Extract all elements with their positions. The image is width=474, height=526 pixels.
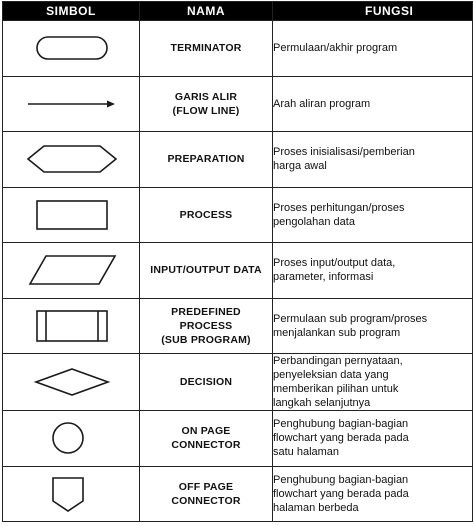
symbol-cell xyxy=(3,298,140,354)
function-text: Proses input/output data, xyxy=(273,257,396,270)
function-text: Proses inisialisasi/pemberian xyxy=(273,146,415,159)
name-cell xyxy=(140,298,273,354)
symbol-cell xyxy=(3,76,140,132)
function-text: Permulaan sub program/proses xyxy=(273,312,428,325)
function-text: pengolahan data xyxy=(273,215,355,228)
flow-line-arrow-icon xyxy=(3,77,140,131)
name-text: PROCESS xyxy=(179,319,233,332)
name-cell xyxy=(140,466,273,522)
off-page-connector-pentagon-icon xyxy=(3,467,140,521)
function-cell xyxy=(273,466,473,522)
function-text: parameter, informasi xyxy=(273,271,374,284)
symbol-cell xyxy=(3,132,140,188)
name-text: CONNECTOR xyxy=(171,439,241,452)
name-text: GARIS ALIR xyxy=(174,90,238,103)
header-function: FUNGSI xyxy=(273,2,473,21)
name-text: INPUT/OUTPUT DATA xyxy=(150,264,262,277)
name-text: PREPARATION xyxy=(167,153,245,166)
function-text: flowchart yang berada pada xyxy=(273,487,409,500)
symbol-cell xyxy=(3,21,140,77)
table-row xyxy=(3,298,473,354)
function-cell xyxy=(273,243,473,299)
name-cell xyxy=(140,132,273,188)
name-cell xyxy=(140,411,273,467)
name-text: ON PAGE xyxy=(181,425,231,438)
function-cell xyxy=(273,411,473,467)
function-cell xyxy=(273,132,473,188)
name-cell xyxy=(140,21,273,77)
name-text: OFF PAGE xyxy=(178,480,234,493)
symbol-cell xyxy=(3,354,140,411)
flowchart-symbol-table xyxy=(2,1,473,522)
name-cell xyxy=(140,354,273,411)
table-row xyxy=(3,411,473,467)
symbol-cell xyxy=(3,411,140,467)
process-rectangle-icon xyxy=(3,188,140,242)
function-cell xyxy=(273,298,473,354)
name-text: PREDEFINED xyxy=(171,305,241,318)
function-text: Perbandingan pernyataan, xyxy=(273,355,403,367)
table-row xyxy=(3,243,473,299)
function-text: menjalankan sub program xyxy=(273,326,401,339)
name-text: (FLOW LINE) xyxy=(172,104,240,117)
function-text: halaman berbeda xyxy=(273,501,359,514)
on-page-connector-circle-icon xyxy=(3,411,140,465)
name-text: PROCESS xyxy=(179,208,233,221)
function-text: langkah selanjutnya xyxy=(273,397,371,409)
table-row xyxy=(3,21,473,77)
function-cell xyxy=(273,76,473,132)
function-text: harga awal xyxy=(273,160,327,173)
symbol-cell xyxy=(3,187,140,243)
name-cell xyxy=(140,243,273,299)
function-text: satu halaman xyxy=(273,446,340,459)
function-text: Penghubung bagian-bagian xyxy=(273,473,409,486)
name-cell xyxy=(140,187,273,243)
table-row xyxy=(3,76,473,132)
name-text: TERMINATOR xyxy=(170,42,242,55)
decision-diamond-icon xyxy=(3,355,140,409)
name-cell xyxy=(140,76,273,132)
function-text: memberikan pilihan untuk xyxy=(273,383,399,395)
table-header-row xyxy=(3,2,473,21)
table-row xyxy=(3,132,473,188)
table-row xyxy=(3,466,473,522)
name-text: (SUB PROGRAM) xyxy=(161,333,251,346)
function-text: Penghubung bagian-bagian xyxy=(273,418,409,431)
function-text: penyeleksian data yang xyxy=(273,369,389,381)
table-row xyxy=(3,187,473,243)
function-text: Arah aliran program xyxy=(273,97,371,110)
function-text: flowchart yang berada pada xyxy=(273,432,409,445)
predefined-process-icon xyxy=(3,299,140,353)
header-name: NAMA xyxy=(140,2,273,21)
preparation-hexagon-icon xyxy=(3,132,140,186)
symbol-cell xyxy=(3,243,140,299)
input-output-parallelogram-icon xyxy=(3,243,140,297)
table-row xyxy=(3,354,473,411)
function-text: Permulaan/akhir program xyxy=(273,42,398,55)
header-symbol: SIMBOL xyxy=(3,2,140,21)
function-cell xyxy=(273,354,473,411)
terminator-icon xyxy=(3,21,140,75)
function-text: Proses perhitungan/proses xyxy=(273,201,405,214)
function-cell xyxy=(273,187,473,243)
name-text: CONNECTOR xyxy=(171,494,241,507)
symbol-cell xyxy=(3,466,140,522)
name-text: DECISION xyxy=(179,376,233,388)
function-cell xyxy=(273,21,473,77)
